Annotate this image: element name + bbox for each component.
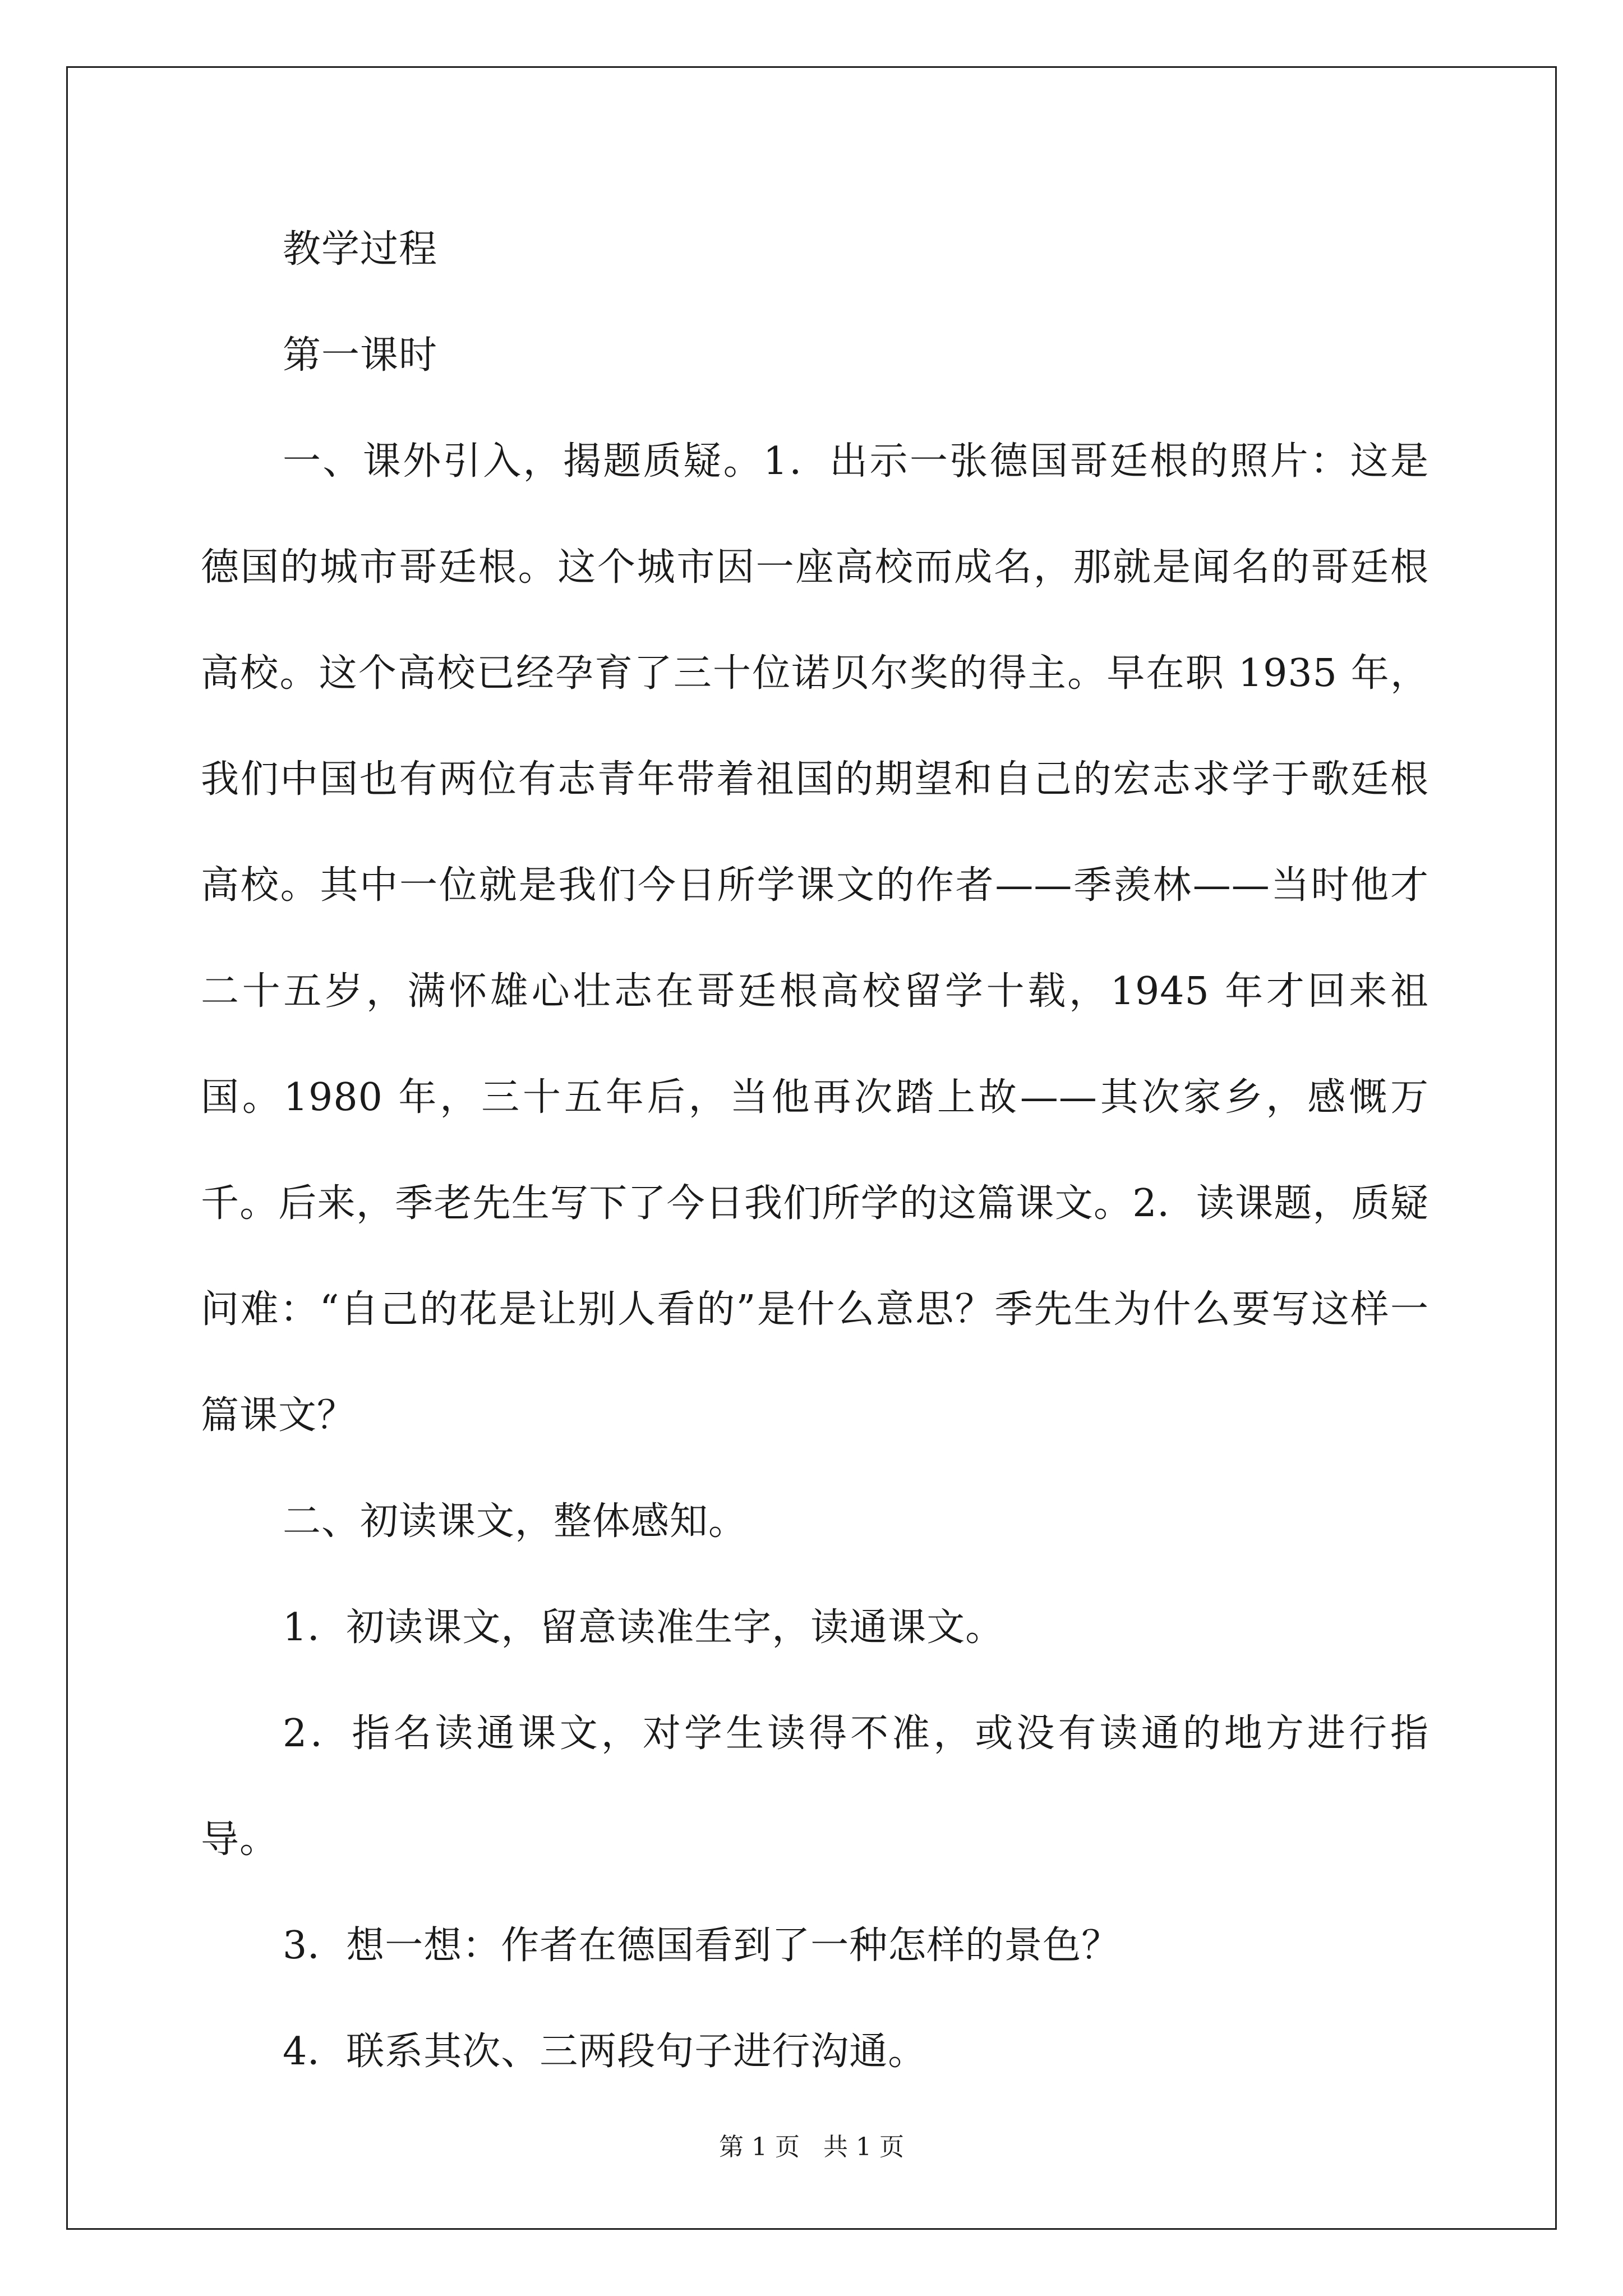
lesson-title: 第一课时 bbox=[283, 333, 438, 378]
paragraph-step-3: 3．想一想：作者在德国看到了一种怎样的景色？ bbox=[283, 1924, 1121, 1968]
section-heading: 教学过程 bbox=[283, 227, 438, 272]
paragraph-step-4: 4．联系其次、三两段句子进行沟通。 bbox=[283, 2030, 927, 2074]
page-footer: 第 1 页 共 1 页 bbox=[719, 2133, 904, 2161]
paragraph-intro: 一、课外引入，揭题质疑。1．出示一张德国哥廷根的照片：这是德国的城市哥廷根。这个城市因一座高校而成名，那就是闻名的哥廷根高校。这个高校已经孕育了三十位诺贝尔奖的得主。早在职 1935 年，我们中国也有两位有志青年带着祖国的期望和自己的宏志求学于歌廷根高校。其中一位就是我们今日所学课文的作者——季羡林——当时他才二十五岁，满怀雄心壮志在哥廷根高校留学十载，1945 年才回来祖国。1980 年，三十五年后，当他再次踏上故——其次家乡，感慨万千。后来，季老先生写下了今日我们所学的这篇课文。2．读课题，质疑问难：“自己的花是让别人看的”是什么意思？季先生为什么要写这样一篇课文？ bbox=[201, 439, 1429, 1438]
document-body bbox=[201, 196, 1429, 2105]
paragraph-section-two: 二、初读课文，整体感知。 bbox=[283, 1499, 748, 1544]
paragraph-step-2: 2．指名读通课文，对学生读得不准，或没有读通的地方进行指导。 bbox=[201, 1711, 1429, 1862]
paragraph-step-1: 1．初读课文，留意读准生字，读通课文。 bbox=[283, 1605, 1004, 1650]
